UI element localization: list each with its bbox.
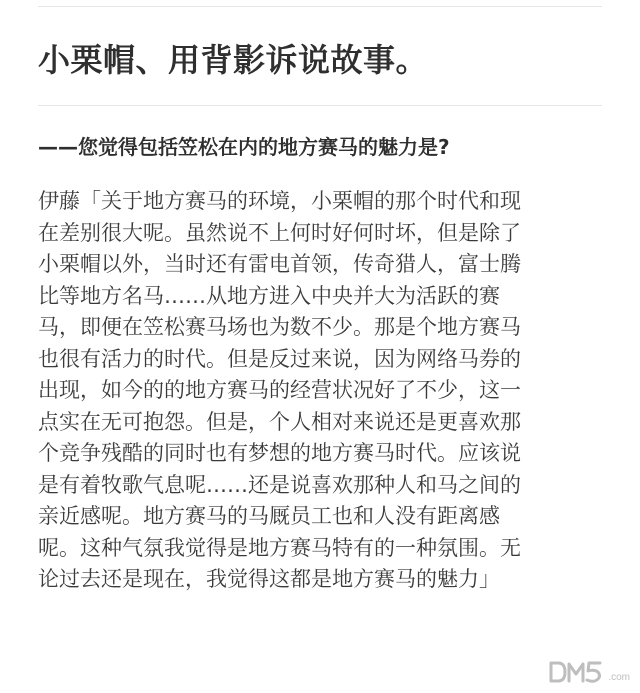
- article-title: 小栗帽、用背影诉说故事。: [38, 41, 429, 79]
- top-divider: [38, 6, 602, 7]
- watermark-domain: .com: [608, 672, 630, 683]
- interview-answer: [38, 186, 602, 596]
- answer-line: 也很有活力的时代。但是反过来说，因为网络马券的: [38, 346, 521, 371]
- answer-line: 在差别很大呢。虽然说不上何时好何时坏，但是除了: [38, 220, 521, 245]
- interview-question: ——您觉得包括笠松在内的地方赛马的魅力是?: [38, 135, 450, 159]
- answer-line: 呢。这种气氛我觉得是地方赛马特有的一种氛围。无: [38, 535, 521, 560]
- answer-line: 是有着牧歌气息呢……还是说喜欢那种人和马之间的: [38, 472, 521, 497]
- answer-line: 伊藤「关于地方赛马的环境，小栗帽的那个时代和现: [38, 189, 521, 213]
- answer-line: 点实在无可抱怨。但是，个人相对来说还是更喜欢那: [38, 409, 521, 434]
- answer-line: 亲近感呢。地方赛马的马厩员工也和人没有距离感: [38, 504, 500, 528]
- site-watermark-logo: [548, 659, 630, 685]
- answer-line: 论过去还是现在，我觉得这都是地方赛马的魅力」: [38, 567, 500, 591]
- title-divider: [38, 105, 602, 106]
- answer-line: 个竞争残酷的同时也有梦想的地方赛马时代。应该说: [38, 441, 521, 465]
- answer-line: 小栗帽以外，当时还有雷电首领，传奇猎人，富士腾: [38, 252, 521, 276]
- answer-line: 出现，如今的的地方赛马的经营状况好了不少，这一: [38, 378, 521, 402]
- dm5-logo-icon: [548, 659, 606, 685]
- answer-line: 比等地方名马……从地方进入中央并大为活跃的赛: [38, 283, 500, 308]
- answer-line: 马，即便在笠松赛马场也为数不少。那是个地方赛马: [38, 315, 521, 339]
